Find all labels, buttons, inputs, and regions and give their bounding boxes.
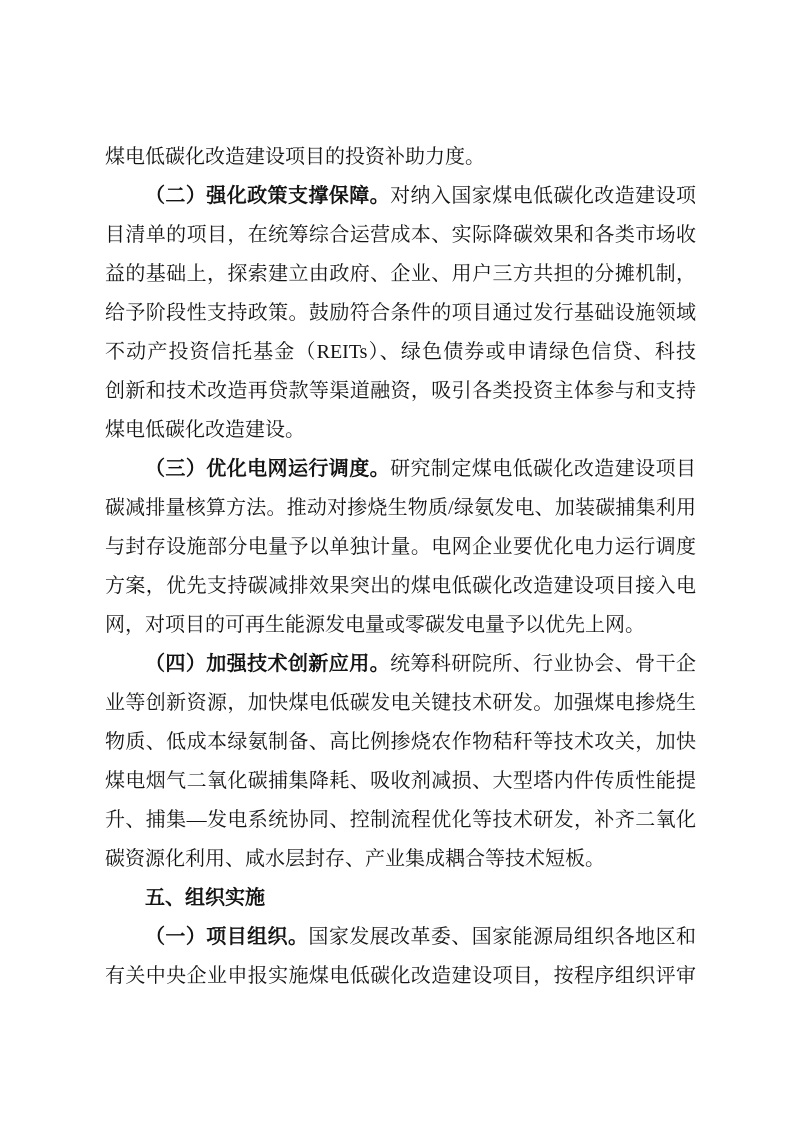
section-heading: （二）强化政策支撑保障。 — [145, 185, 391, 207]
document-body — [105, 138, 696, 996]
text-line — [105, 450, 696, 489]
chapter-heading: 五、组织实施 — [145, 887, 265, 909]
line-text: 创新和技术改造再贷款等渠道融资，吸引各类投资主体参与和支持 — [105, 380, 696, 402]
text-line — [105, 411, 696, 450]
line-text: 给予阶段性支持政策。鼓励符合条件的项目通过发行基础设施领域 — [105, 302, 696, 324]
text-line — [105, 255, 696, 294]
text-line — [105, 528, 696, 567]
line-text: 对纳入国家煤电低碳化改造建设项 — [390, 185, 696, 207]
text-line — [105, 762, 696, 801]
text-line — [105, 489, 696, 528]
line-text: 碳减排量核算方法。推动对掺烧生物质/绿氨发电、加装碳捕集利用 — [105, 497, 696, 519]
line-text: 煤电低碳化改造建设项目的投资补助力度。 — [105, 146, 485, 168]
line-text: 物质、低成本绿氨制备、高比例掺烧农作物秸秆等技术攻关，加快 — [105, 731, 696, 753]
line-text: 不动产投资信托基金（REITs）、绿色债券或申请绿色信贷、科技 — [105, 341, 696, 363]
section-heading: （四）加强技术创新应用。 — [145, 653, 391, 675]
text-line — [105, 294, 696, 333]
line-text: 碳资源化利用、咸水层封存、产业集成耦合等技术短板。 — [105, 848, 605, 870]
text-line — [105, 372, 696, 411]
line-text: 益的基础上，探索建立由政府、企业、用户三方共担的分摊机制， — [105, 263, 696, 285]
text-line — [105, 177, 696, 216]
text-line — [105, 645, 696, 684]
line-text: 统筹科研院所、行业协会、骨干企 — [390, 653, 696, 675]
text-line — [105, 684, 696, 723]
text-line — [105, 138, 696, 177]
line-text: 有关中央企业申报实施煤电低碳化改造建设项目，按程序组织评审 — [105, 965, 696, 987]
line-text: 煤电低碳化改造建设。 — [105, 419, 305, 441]
text-line — [105, 879, 696, 918]
text-line — [105, 840, 696, 879]
section-heading: （三）优化电网运行调度。 — [145, 458, 391, 480]
text-line — [105, 801, 696, 840]
line-text: 国家发展改革委、国家能源局组织各地区和 — [308, 926, 696, 948]
line-text: 目清单的项目，在统筹综合运营成本、实际降碳效果和各类市场收 — [105, 224, 696, 246]
line-text: 业等创新资源，加快煤电低碳发电关键技术研发。加强煤电掺烧生 — [105, 692, 696, 714]
text-line — [105, 567, 696, 606]
section-heading: （一）项目组织。 — [145, 926, 309, 948]
text-line — [105, 333, 696, 372]
text-line — [105, 918, 696, 957]
line-text: 煤电烟气二氧化碳捕集降耗、吸收剂减损、大型塔内件传质性能提 — [105, 770, 696, 792]
line-text: 升、捕集—发电系统协同、控制流程优化等技术研发，补齐二氧化 — [105, 809, 696, 831]
text-line — [105, 606, 696, 645]
text-line — [105, 957, 696, 996]
line-text: 与封存设施部分电量予以单独计量。电网企业要优化电力运行调度 — [105, 536, 696, 558]
line-text: 网，对项目的可再生能源发电量或零碳发电量予以优先上网。 — [105, 614, 645, 636]
line-text: 研究制定煤电低碳化改造建设项目 — [390, 458, 696, 480]
text-line — [105, 216, 696, 255]
line-text: 方案，优先支持碳减排效果突出的煤电低碳化改造建设项目接入电 — [105, 575, 696, 597]
text-line — [105, 723, 696, 762]
